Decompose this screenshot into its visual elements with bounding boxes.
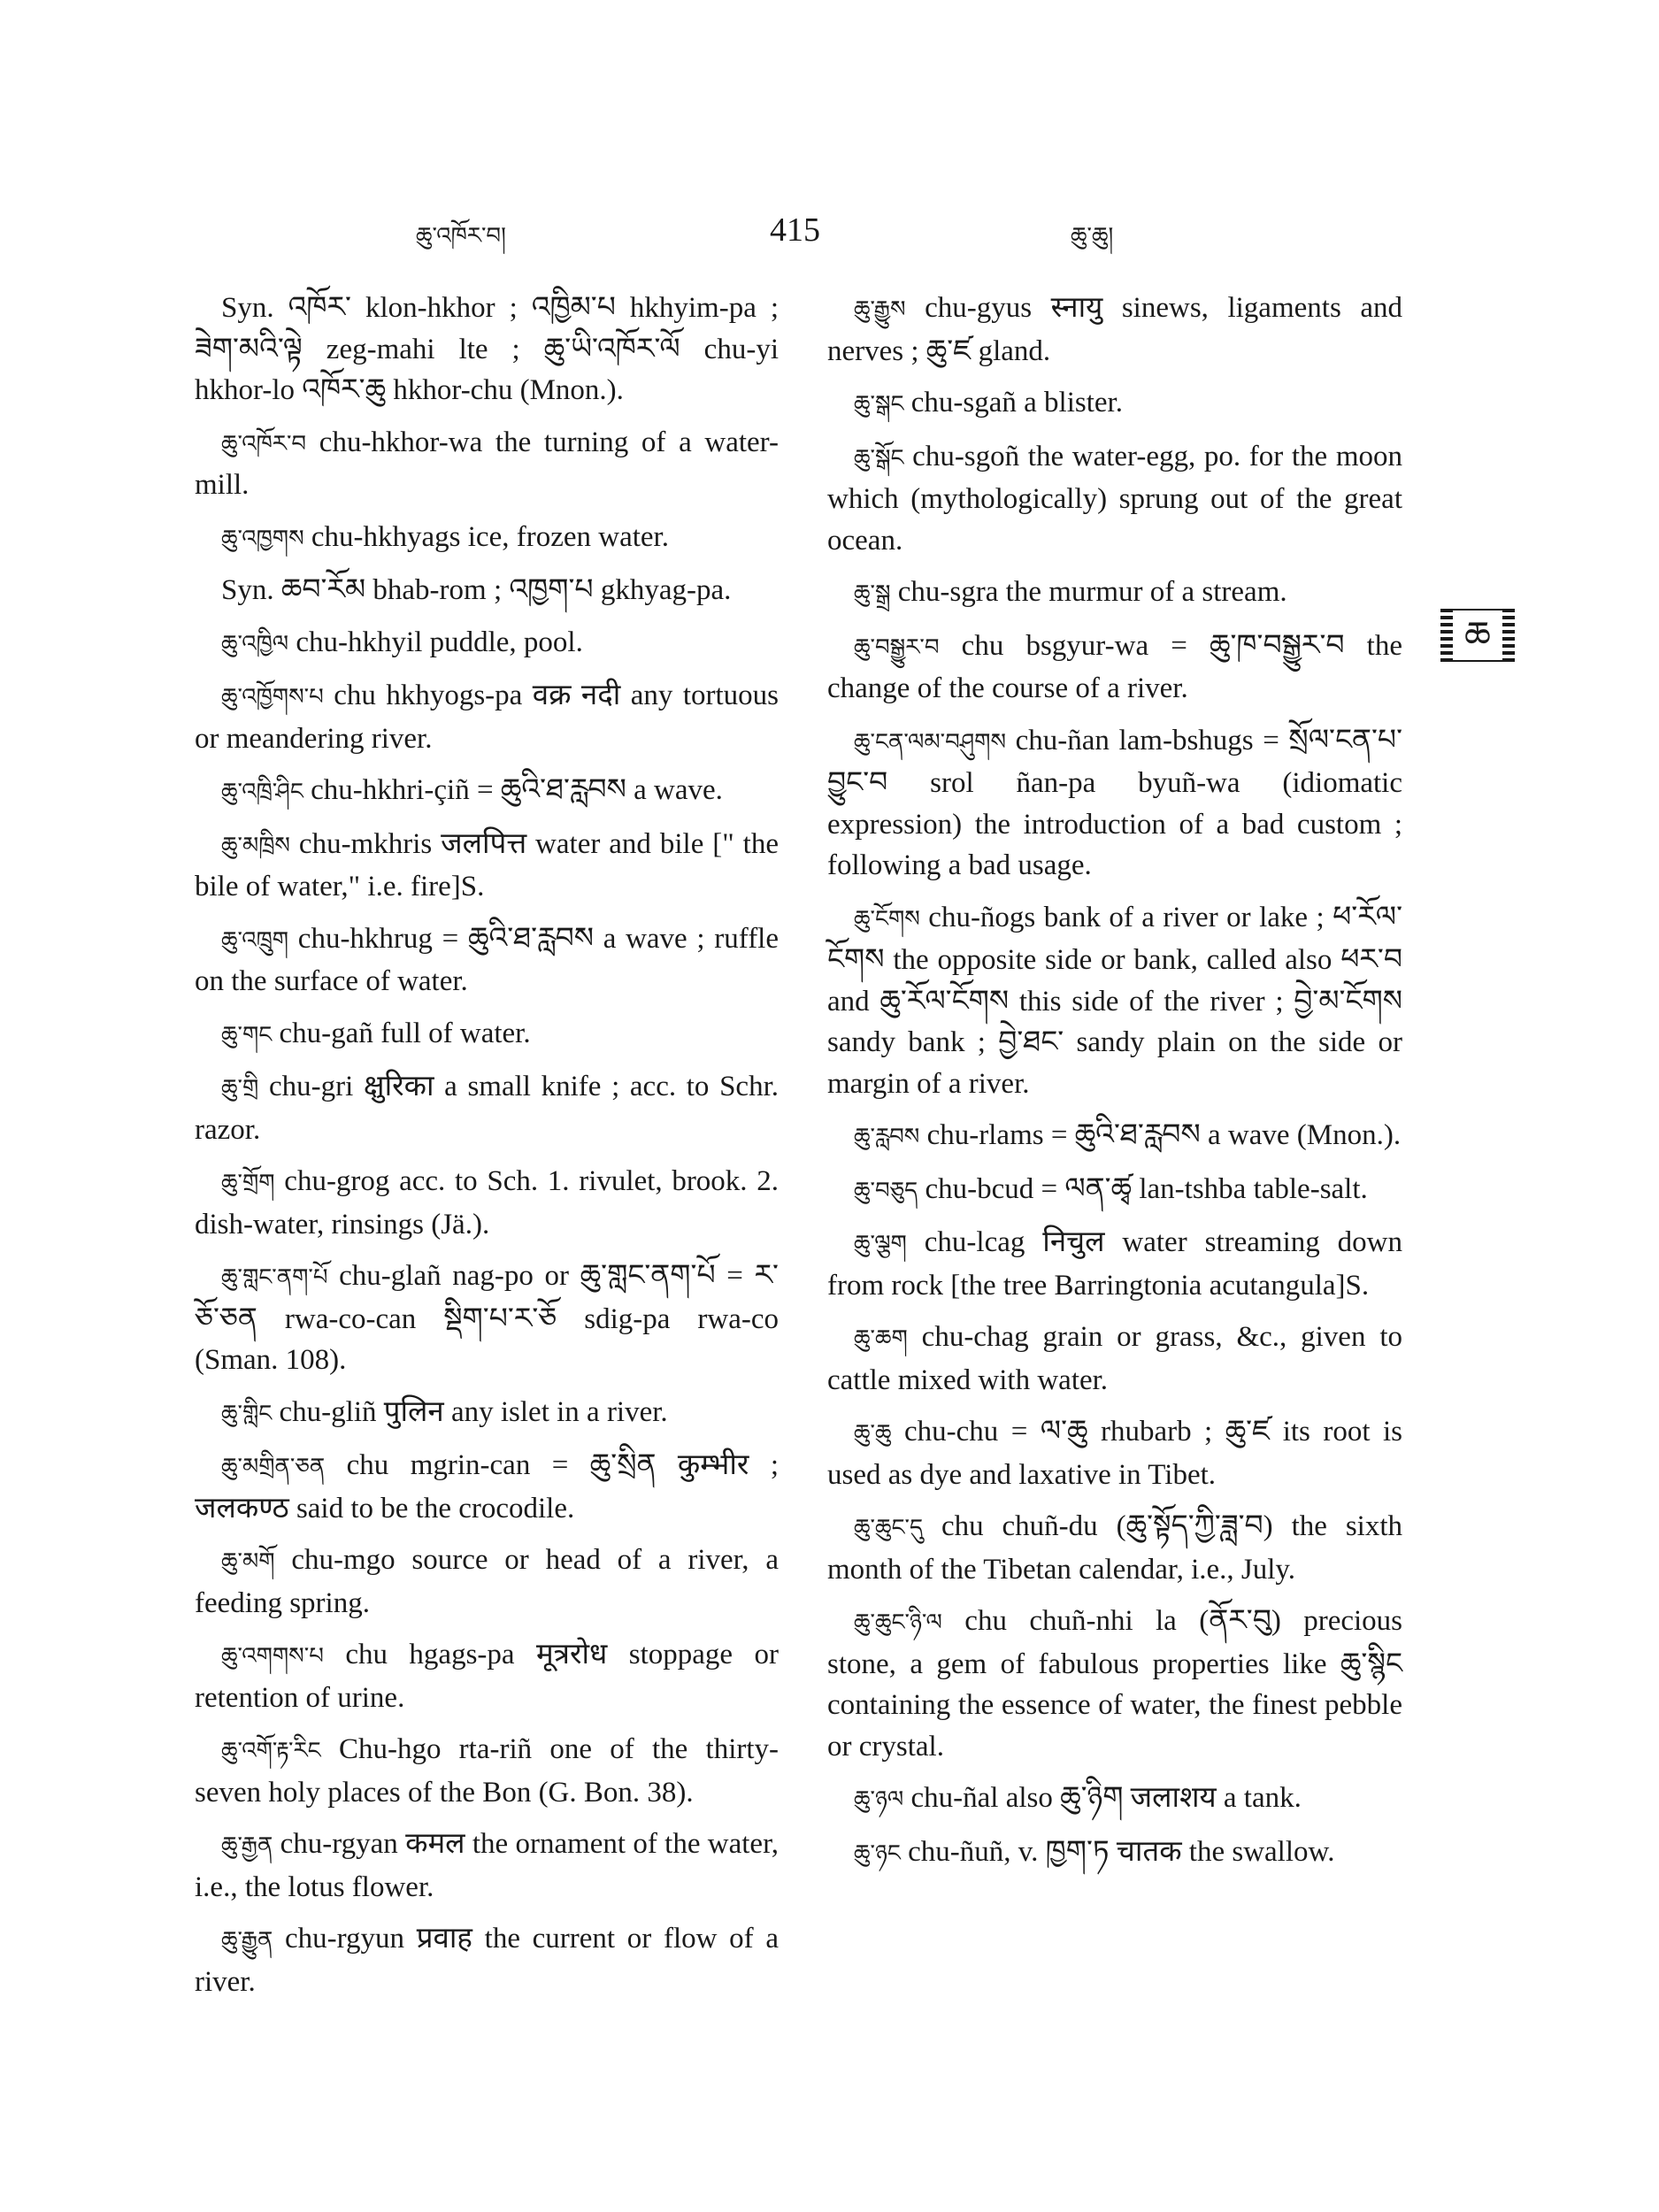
entry-text: chu-sgoñ the water-egg, po. for the moon which (mythologically) sprung out of the great ocean. — [827, 440, 1403, 557]
headword-tibetan: ཆུ་འཁྱོགས་པ — [221, 684, 324, 710]
dictionary-entry — [827, 382, 1402, 426]
headword-tibetan: ཆུ་ངན་ལམ་བཤུགས — [854, 728, 1007, 756]
entry-text: Syn. ཆབ་རོམ bhab-rom ; འཁྱག་པ gkhyag-pa. — [221, 574, 732, 606]
dictionary-entry — [195, 1066, 779, 1150]
entry-text: chu-ñal also ཆུ་ཉིག जलाशय a tank. — [910, 1782, 1302, 1814]
entry-text: chu-mgo source or head of a river, a feeding spring. — [195, 1544, 779, 1619]
headword-tibetan: ཆུ་འགོ་རྟ་རིང — [221, 1738, 321, 1764]
headword-tibetan: ཆུ་འཁྲི་ཤིང — [221, 779, 303, 805]
dictionary-entry — [195, 1729, 779, 1813]
entry-text: chu-rlams = ཆུའི་ཐ་རླབས a wave (Mnon.). — [926, 1119, 1402, 1151]
headword-tibetan: ཆུ་ཆུང་ཉི་ལ — [854, 1609, 942, 1636]
entry-text: chu-hkhyil puddle, pool. — [296, 626, 583, 658]
dictionary-entry — [827, 1601, 1402, 1767]
dictionary-entry — [827, 436, 1402, 562]
dictionary-entry — [827, 1778, 1402, 1821]
entry-text: chu-ñogs bank of a river or lake ; ཕ་རོལ་ངོགས the opposite side or bank, called also ཕར་བ and ཆུ་རོལ་ངོགས this side of the river ; བྱེ་མ་ངོགས sandy bank ; བྱེ་ཐང་ sandy plain on the side or margin of a river. — [827, 901, 1403, 1100]
headword-tibetan: ཆུ་འགགས་པ — [221, 1643, 324, 1670]
dictionary-entry — [827, 572, 1402, 615]
thumb-index-letter: ཆ — [1453, 611, 1502, 660]
headword-tibetan: ཆུ་འཁྲུག — [221, 926, 289, 954]
entry-text: chu-sgra the murmur of a stream. — [897, 576, 1287, 608]
right-column — [827, 288, 1402, 1885]
headword-tibetan: ཆུ་ཆག — [854, 1325, 908, 1352]
entry-text: chu-hkhor-wa the turning of a water-mill. — [195, 426, 780, 501]
dictionary-entry — [195, 570, 779, 611]
dictionary-entry — [827, 897, 1402, 1105]
headword-tibetan: ཆུ་ཆུང་དུ — [854, 1515, 924, 1541]
dictionary-entry — [827, 1506, 1402, 1590]
running-head-right: ཆུ་ཆུ། — [1071, 223, 1114, 250]
entry-text: chu hgags-pa मूत्ररोध stoppage or retention of urine. — [195, 1639, 780, 1714]
headword-tibetan: ཆུ་རྒྱུས — [854, 296, 906, 323]
dictionary-entry — [195, 422, 779, 506]
headword-tibetan: ཆུ་གླིང — [221, 1400, 273, 1427]
entry-text: chu-gañ full of water. — [279, 1017, 531, 1049]
entry-text: chu-mkhris जलपित्त water and bile [" the bile of water," i.e. fire]S. — [195, 827, 779, 902]
dictionary-entry — [827, 1411, 1402, 1495]
headword-tibetan: ཆུ་འཁོར་བ — [221, 430, 307, 457]
dictionary-entry — [195, 1824, 779, 1908]
entry-text: Chu-hgo rta-riñ one of the thirty-seven holy places of the Bon (G. Bon. 38). — [195, 1733, 780, 1809]
dictionary-entry — [195, 1540, 779, 1624]
entry-text: chu-hkhyags ice, frozen water. — [311, 520, 669, 553]
entry-text: chu-ñan lam-bshugs = སྲོལ་ངན་པ་བྱུང་བ srol ñan-pa byuñ-wa (idiomatic expression) the introduction of a bad custom ; following a bad usage. — [827, 724, 1403, 881]
headword-tibetan: ཆུ་གྲི — [221, 1075, 259, 1102]
entry-text: chu-glañ nag-po or ཆུ་གླང་ནག་པོ = ར་ཅོ་ཅན rwa-co-can སྡིག་པ་ར་ཅོ sdig-pa rwa-co (Sman. 108). — [195, 1260, 779, 1376]
entry-text: chu-lcag निचुल water streaming down from rock [the tree Barringtonia acutangula]S. — [827, 1226, 1402, 1302]
dictionary-entry — [195, 1918, 779, 2002]
running-head-left: ཆུ་འཁོར་བ། — [416, 223, 506, 250]
headword-tibetan: ཆུ་ཆུ — [854, 1420, 892, 1447]
dictionary-entry — [827, 288, 1402, 372]
left-column — [195, 288, 779, 2013]
entry-text: chu-grog acc. to Sch. 1. rivulet, brook. 2. dish-water, rinsings (Jä.). — [195, 1165, 780, 1240]
headword-tibetan: ཆུ་ཉལ — [854, 1786, 904, 1813]
dictionary-entry — [827, 1115, 1402, 1158]
headword-tibetan: ཆུ་རླབས — [854, 1124, 920, 1150]
entry-text: chu-rgyun प्रवाह the current or flow of a river. — [195, 1923, 779, 1998]
page-header — [0, 211, 1659, 264]
entry-text: chu-bcud = ལན་ཚྭ lan-tshba table-salt. — [925, 1172, 1368, 1205]
thumb-index-tab — [1440, 609, 1515, 662]
entry-text: chu-hkhri-çiñ = ཆུའི་ཐ་རླབས a wave. — [311, 774, 723, 806]
entry-text: chu-gyus स्नायु sinews, ligaments and nerves ; ཆུ་ཛ gland. — [827, 292, 1402, 367]
entry-text: chu chuñ-du (ཆུ་སྟོད་ཀྱི་ཟླ་བ) the sixth month of the Tibetan calendar, i.e., July. — [827, 1510, 1403, 1586]
headword-tibetan: ཆུ་འཁྱགས — [221, 525, 304, 552]
dictionary-entry — [195, 1161, 779, 1245]
dictionary-entry — [827, 626, 1402, 710]
headword-tibetan: ཆུ་མགོ — [221, 1548, 275, 1575]
dictionary-entry — [195, 288, 779, 411]
headword-tibetan: ཆུ་སྒང — [854, 391, 904, 418]
headword-tibetan: ཆུ་གང — [221, 1021, 273, 1048]
headword-tibetan: ཆུ་སྒྲ — [854, 580, 891, 607]
dictionary-entry — [827, 1222, 1402, 1306]
headword-tibetan: ཆུ་ཉང — [854, 1839, 901, 1867]
dictionary-entry — [827, 1169, 1402, 1212]
headword-tibetan: ཆུ་ལྕག — [854, 1231, 907, 1257]
dictionary-entry — [195, 1445, 779, 1529]
entry-text: chu-gliñ पुलिन any islet in a river. — [279, 1395, 668, 1428]
dictionary-entry — [195, 770, 779, 813]
headword-tibetan: ཆུ་ངོགས — [854, 905, 920, 933]
entry-text: chu chuñ-nhi la (ནོར་བུ) precious stone, a gem of fabulous properties like ཆུ་སྙིང containing the essence of water, the finest pebble or crystal. — [827, 1605, 1403, 1763]
dictionary-entry — [195, 1256, 779, 1381]
entry-text: chu mgrin-can = ཆུ་སྲིན कुम्भीर ; जलकण्ठ said to be the crocodile. — [195, 1449, 779, 1525]
dictionary-entry — [195, 824, 779, 908]
entry-text: chu-ñuñ, v. ཁྱག་ཏ चातक the swallow. — [908, 1835, 1335, 1868]
dictionary-entry — [195, 1392, 779, 1435]
headword-tibetan: ཆུ་བསྒྱུར་བ — [854, 634, 940, 661]
dictionary-entry — [195, 918, 779, 1002]
headword-tibetan: ཆུ་མགྲིན་ཅན — [221, 1454, 326, 1480]
dictionary-entry — [195, 517, 779, 560]
page-number: 415 — [770, 211, 820, 249]
dictionary-entry — [195, 675, 779, 759]
dictionary-entry — [195, 1634, 779, 1718]
entry-text: chu bsgyur-wa = ཆུ་ཁ་བསྒྱུར་བ the change of the course of a river. — [827, 629, 1402, 704]
headword-tibetan: ཆུ་གླང་ནག་པོ — [221, 1264, 328, 1291]
entry-text: chu-sgañ a blister. — [910, 387, 1123, 419]
headword-tibetan: ཆུ་གྲོག — [221, 1170, 275, 1196]
headword-tibetan: ཆུ་སྒོང — [854, 444, 904, 472]
entry-text: chu-chu = ལ་ཆུ rhubarb ; ཆུ་ཛ its root is used as dye and laxative in Tibet. — [827, 1416, 1402, 1491]
dictionary-entry — [195, 622, 779, 665]
dictionary-entry — [195, 1013, 779, 1056]
headword-tibetan: ཆུ་རྒྱན — [221, 1832, 273, 1859]
dictionary-entry — [827, 1832, 1402, 1875]
entry-text: Syn. འཁོར་ klon-hkhor ; འཁྱིམ་པ hkhyim-pa ; ཟེག་མའི་ལྟེ zeg-mahi lte ; ཆུ་ཡི་འཁོར་ལོ chu-yi hkhor-lo འཁོར་ཆུ hkhor-chu (Mnon.). — [195, 292, 779, 406]
headword-tibetan: ཆུ་འཁྱིལ — [221, 630, 289, 657]
entry-text: chu-chag grain or grass, &c., given to cattle mixed with water. — [827, 1321, 1402, 1396]
entry-text: chu hkhyogs-pa वक्र नदी any tortuous or meandering river. — [195, 680, 779, 755]
entry-text: chu-gri क्षुरिका a small knife ; acc. to Schr. razor. — [195, 1071, 779, 1146]
entry-text: chu-hkhrug = ཆུའི་ཐ་རླབས a wave ; ruffle on the surface of water. — [195, 922, 779, 997]
dictionary-entry — [827, 720, 1402, 887]
headword-tibetan: ཆུ་རྒྱུན — [221, 1927, 273, 1954]
headword-tibetan: ཆུ་མཁྲིས — [221, 832, 290, 859]
headword-tibetan: ཆུ་བཅུད — [854, 1177, 918, 1204]
entry-text: chu-rgyan कमल the ornament of the water, i.e., the lotus flower. — [195, 1828, 779, 1903]
dictionary-entry — [827, 1317, 1402, 1401]
